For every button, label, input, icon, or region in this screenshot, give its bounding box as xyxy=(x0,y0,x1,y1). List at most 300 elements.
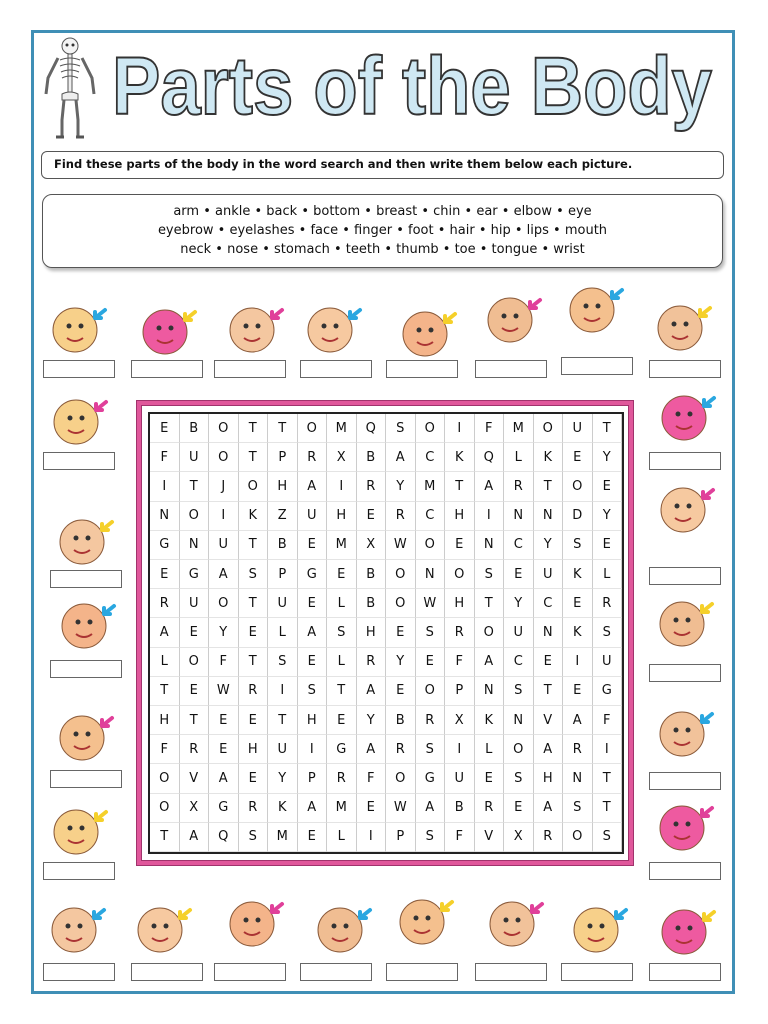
grid-cell[interactable]: Q xyxy=(357,414,387,443)
grid-cell[interactable]: K xyxy=(534,443,564,472)
answer-box[interactable] xyxy=(649,862,721,880)
grid-cell[interactable]: R xyxy=(180,735,210,764)
grid-cell[interactable]: A xyxy=(150,618,180,647)
grid-cell[interactable]: R xyxy=(475,794,505,823)
grid-cell[interactable]: A xyxy=(416,794,446,823)
grid-cell[interactable]: R xyxy=(357,648,387,677)
grid-cell[interactable]: S xyxy=(593,618,623,647)
grid-cell[interactable]: S xyxy=(416,823,446,852)
grid-cell[interactable]: H xyxy=(445,589,475,618)
answer-box[interactable] xyxy=(43,963,115,981)
grid-cell[interactable]: F xyxy=(357,764,387,793)
grid-cell[interactable]: T xyxy=(593,414,623,443)
grid-cell[interactable]: H xyxy=(327,502,357,531)
grid-cell[interactable]: N xyxy=(416,560,446,589)
grid-cell[interactable]: O xyxy=(150,764,180,793)
grid-cell[interactable]: T xyxy=(150,823,180,852)
grid-cell[interactable]: A xyxy=(475,472,505,501)
grid-cell[interactable]: E xyxy=(386,618,416,647)
face-picture-icon xyxy=(652,796,720,856)
grid-cell[interactable]: Y xyxy=(268,764,298,793)
grid-cell[interactable]: F xyxy=(593,706,623,735)
grid-cell[interactable]: C xyxy=(534,589,564,618)
grid-cell[interactable]: M xyxy=(416,472,446,501)
grid-cell[interactable]: F xyxy=(475,414,505,443)
grid-cell[interactable]: U xyxy=(534,560,564,589)
grid-cell[interactable]: E xyxy=(563,443,593,472)
answer-box[interactable] xyxy=(475,963,547,981)
foot-picture-icon xyxy=(652,702,720,762)
grid-cell[interactable]: O xyxy=(239,472,269,501)
grid-cell[interactable]: R xyxy=(386,735,416,764)
grid-cell[interactable]: O xyxy=(209,414,239,443)
grid-cell[interactable]: N xyxy=(534,502,564,531)
grid-cell[interactable]: T xyxy=(239,589,269,618)
grid-cell[interactable]: B xyxy=(357,589,387,618)
grid-cell[interactable]: H xyxy=(268,472,298,501)
grid-cell[interactable]: L xyxy=(327,823,357,852)
grid-cell[interactable]: E xyxy=(563,677,593,706)
grid-cell[interactable]: V xyxy=(475,823,505,852)
grid-cell[interactable]: B xyxy=(268,531,298,560)
grid-cell[interactable]: L xyxy=(327,648,357,677)
grid-cell[interactable]: N xyxy=(150,502,180,531)
grid-cell[interactable]: R xyxy=(593,589,623,618)
grid-cell[interactable]: K xyxy=(563,560,593,589)
grid-cell[interactable]: E xyxy=(298,823,328,852)
grid-cell[interactable]: X xyxy=(327,443,357,472)
grid-cell[interactable]: H xyxy=(357,618,387,647)
grid-cell[interactable]: O xyxy=(563,472,593,501)
grid-cell[interactable]: P xyxy=(268,560,298,589)
grid-cell[interactable]: I xyxy=(209,502,239,531)
grid-cell[interactable]: Y xyxy=(593,443,623,472)
grid-cell[interactable]: J xyxy=(209,472,239,501)
grid-cell[interactable]: E xyxy=(357,794,387,823)
grid-cell[interactable]: U xyxy=(563,414,593,443)
grid-cell[interactable]: Y xyxy=(209,618,239,647)
grid-cell[interactable]: P xyxy=(268,443,298,472)
grid-cell[interactable]: M xyxy=(327,414,357,443)
grid-cell[interactable]: A xyxy=(180,823,210,852)
grid-cell[interactable]: R xyxy=(327,764,357,793)
grid-cell[interactable]: O xyxy=(180,648,210,677)
grid-cell[interactable]: C xyxy=(416,502,446,531)
ankle-picture-icon xyxy=(52,510,120,570)
grid-cell[interactable]: E xyxy=(209,735,239,764)
grid-cell[interactable]: A xyxy=(298,794,328,823)
grid-cell[interactable]: N xyxy=(504,706,534,735)
grid-cell[interactable]: E xyxy=(239,618,269,647)
ear-picture-icon xyxy=(652,592,720,652)
grid-cell[interactable]: A xyxy=(563,706,593,735)
skeleton-icon xyxy=(42,36,98,142)
grid-cell[interactable]: T xyxy=(475,589,505,618)
grid-cell[interactable]: M xyxy=(268,823,298,852)
grid-cell[interactable]: O xyxy=(386,589,416,618)
eyelashes-picture-icon xyxy=(654,386,722,446)
grid-cell[interactable]: E xyxy=(593,472,623,501)
hair-picture-icon xyxy=(45,298,113,358)
answer-box[interactable] xyxy=(131,963,203,981)
grid-cell[interactable]: S xyxy=(268,648,298,677)
grid-cell[interactable]: E xyxy=(475,764,505,793)
grid-cell[interactable]: X xyxy=(180,794,210,823)
word-search-frame xyxy=(136,400,634,866)
answer-box[interactable] xyxy=(131,360,203,378)
grid-cell[interactable]: X xyxy=(357,531,387,560)
answer-box[interactable] xyxy=(43,360,115,378)
grid-cell[interactable]: S xyxy=(504,764,534,793)
page-title-text: Parts of the Body xyxy=(112,41,713,132)
grid-cell[interactable]: R xyxy=(445,618,475,647)
grid-cell[interactable]: E xyxy=(180,677,210,706)
grid-cell[interactable]: T xyxy=(327,677,357,706)
grid-cell[interactable]: S xyxy=(416,618,446,647)
answer-box[interactable] xyxy=(300,360,372,378)
grid-cell[interactable]: U xyxy=(268,735,298,764)
grid-cell[interactable]: W xyxy=(209,677,239,706)
answer-box[interactable] xyxy=(649,452,721,470)
grid-cell[interactable]: S xyxy=(563,531,593,560)
grid-cell[interactable]: O xyxy=(563,823,593,852)
answer-box[interactable] xyxy=(649,360,721,378)
grid-cell[interactable]: M xyxy=(327,531,357,560)
word-list-box xyxy=(42,194,723,268)
grid-cell[interactable]: R xyxy=(386,502,416,531)
grid-cell[interactable]: O xyxy=(504,735,534,764)
grid-cell[interactable]: A xyxy=(209,560,239,589)
toe-picture-icon xyxy=(130,898,198,958)
grid-cell[interactable]: R xyxy=(563,735,593,764)
bottom-picture-icon xyxy=(392,890,460,950)
grid-cell[interactable]: R xyxy=(298,443,328,472)
grid-cell[interactable]: I xyxy=(298,735,328,764)
eye-picture-icon xyxy=(654,900,722,960)
eyebrow-picture-icon xyxy=(300,298,368,358)
grid-cell[interactable]: O xyxy=(209,589,239,618)
grid-cell[interactable]: O xyxy=(416,677,446,706)
grid-cell[interactable]: M xyxy=(327,794,357,823)
grid-cell[interactable]: R xyxy=(504,472,534,501)
grid-cell[interactable]: E xyxy=(327,706,357,735)
grid-cell[interactable]: T xyxy=(268,414,298,443)
tongue-picture-icon xyxy=(46,390,114,450)
answer-box[interactable] xyxy=(386,360,458,378)
nose-picture-icon xyxy=(480,288,548,348)
grid-cell[interactable]: Q xyxy=(475,443,505,472)
grid-cell[interactable]: I xyxy=(445,735,475,764)
grid-cell[interactable]: L xyxy=(327,589,357,618)
answer-box[interactable] xyxy=(475,360,547,378)
grid-cell[interactable]: S xyxy=(416,735,446,764)
grid-cell[interactable]: N xyxy=(563,764,593,793)
grid-cell[interactable]: B xyxy=(445,794,475,823)
grid-cell[interactable]: I xyxy=(563,648,593,677)
grid-cell[interactable]: L xyxy=(475,735,505,764)
grid-cell[interactable]: G xyxy=(593,677,623,706)
teeth-picture-icon xyxy=(46,800,114,860)
grid-cell[interactable]: H xyxy=(239,735,269,764)
grid-cell[interactable]: S xyxy=(327,618,357,647)
grid-cell[interactable]: T xyxy=(180,472,210,501)
answer-box[interactable] xyxy=(649,963,721,981)
grid-cell[interactable]: S xyxy=(239,823,269,852)
grid-cell[interactable]: C xyxy=(416,443,446,472)
grid-cell[interactable]: T xyxy=(268,706,298,735)
grid-cell[interactable]: O xyxy=(386,764,416,793)
grid-cell[interactable]: G xyxy=(416,764,446,793)
grid-cell[interactable]: T xyxy=(239,648,269,677)
grid-cell[interactable]: R xyxy=(239,794,269,823)
grid-cell[interactable]: A xyxy=(357,735,387,764)
grid-cell[interactable]: A xyxy=(534,735,564,764)
grid-cell[interactable]: N xyxy=(475,531,505,560)
chin-picture-icon xyxy=(482,892,550,952)
grid-cell[interactable]: U xyxy=(268,589,298,618)
answer-box[interactable] xyxy=(300,963,372,981)
word-list-line-3: neck • nose • stomach • teeth • thumb • toe • tongue • wrist xyxy=(180,242,585,257)
thumb-picture-icon xyxy=(395,302,463,362)
grid-cell[interactable]: K xyxy=(239,502,269,531)
grid-cell[interactable]: K xyxy=(445,443,475,472)
grid-cell[interactable]: H xyxy=(150,706,180,735)
grid-cell[interactable]: A xyxy=(298,618,328,647)
wrist-picture-icon xyxy=(44,898,112,958)
grid-cell[interactable]: S xyxy=(475,560,505,589)
grid-cell[interactable]: F xyxy=(445,823,475,852)
grid-cell[interactable]: E xyxy=(327,560,357,589)
word-list-line-2: eyebrow • eyelashes • face • finger • foot • hair • hip • lips • mouth xyxy=(157,223,608,238)
instructions-box xyxy=(41,151,724,179)
answer-box[interactable] xyxy=(561,963,633,981)
grid-cell[interactable]: Y xyxy=(593,502,623,531)
grid-cell[interactable]: A xyxy=(534,794,564,823)
grid-cell[interactable]: L xyxy=(150,648,180,677)
grid-cell[interactable]: A xyxy=(209,764,239,793)
grid-cell[interactable]: I xyxy=(475,502,505,531)
answer-box[interactable] xyxy=(214,360,286,378)
instructions-text: Find these parts of the body in the word search and then write them below each picture. xyxy=(54,157,633,171)
grid-cell[interactable]: I xyxy=(593,735,623,764)
grid-cell[interactable]: A xyxy=(357,677,387,706)
grid-cell[interactable]: E xyxy=(386,677,416,706)
grid-cell[interactable]: H xyxy=(445,502,475,531)
grid-cell[interactable]: N xyxy=(475,677,505,706)
grid-cell[interactable]: O xyxy=(534,414,564,443)
answer-box[interactable] xyxy=(50,570,122,588)
grid-cell[interactable]: S xyxy=(298,677,328,706)
grid-cell[interactable]: E xyxy=(298,648,328,677)
grid-cell[interactable]: E xyxy=(298,589,328,618)
grid-cell[interactable]: O xyxy=(150,794,180,823)
grid-cell[interactable]: N xyxy=(180,531,210,560)
page-title xyxy=(106,34,718,154)
grid-cell[interactable]: E xyxy=(209,706,239,735)
grid-cell[interactable]: H xyxy=(534,764,564,793)
grid-cell[interactable]: S xyxy=(593,823,623,852)
grid-cell[interactable]: T xyxy=(180,706,210,735)
grid-cell[interactable]: V xyxy=(180,764,210,793)
grid-cell[interactable]: U xyxy=(593,648,623,677)
grid-cell[interactable]: O xyxy=(298,414,328,443)
grid-cell[interactable]: O xyxy=(416,531,446,560)
grid-cell[interactable]: E xyxy=(298,531,328,560)
grid-cell[interactable]: Q xyxy=(209,823,239,852)
answer-box[interactable] xyxy=(50,660,122,678)
grid-cell[interactable]: U xyxy=(298,502,328,531)
grid-cell[interactable]: S xyxy=(504,677,534,706)
grid-cell[interactable]: E xyxy=(357,502,387,531)
grid-cell[interactable]: A xyxy=(475,648,505,677)
grid-cell[interactable]: O xyxy=(416,414,446,443)
grid-cell[interactable]: L xyxy=(268,618,298,647)
grid-cell[interactable]: W xyxy=(386,794,416,823)
grid-cell[interactable]: A xyxy=(298,472,328,501)
grid-cell[interactable]: Z xyxy=(268,502,298,531)
back-picture-icon xyxy=(310,898,378,958)
answer-box[interactable] xyxy=(43,862,115,880)
grid-cell[interactable]: U xyxy=(445,764,475,793)
grid-cell[interactable]: F xyxy=(150,443,180,472)
grid-cell[interactable]: I xyxy=(268,677,298,706)
grid-cell[interactable]: O xyxy=(475,618,505,647)
grid-cell[interactable]: E xyxy=(445,531,475,560)
grid-cell[interactable]: E xyxy=(534,648,564,677)
answer-box[interactable] xyxy=(649,567,721,585)
answer-box[interactable] xyxy=(43,452,115,470)
answer-box[interactable] xyxy=(214,963,286,981)
grid-cell[interactable]: F xyxy=(150,735,180,764)
grid-cell[interactable]: N xyxy=(504,502,534,531)
neck-picture-icon xyxy=(54,594,122,654)
grid-cell[interactable]: T xyxy=(445,472,475,501)
grid-cell[interactable]: N xyxy=(534,618,564,647)
grid-cell[interactable]: C xyxy=(504,531,534,560)
grid-cell[interactable]: O xyxy=(386,560,416,589)
grid-cell[interactable]: G xyxy=(327,735,357,764)
grid-cell[interactable]: W xyxy=(386,531,416,560)
grid-cell[interactable]: U xyxy=(209,531,239,560)
word-search-grid xyxy=(148,412,624,854)
grid-cell[interactable]: B xyxy=(180,414,210,443)
grid-cell[interactable]: I xyxy=(327,472,357,501)
grid-cell[interactable]: G xyxy=(298,560,328,589)
grid-cell[interactable]: B xyxy=(357,560,387,589)
grid-cell[interactable]: K xyxy=(475,706,505,735)
grid-cell[interactable]: T xyxy=(239,531,269,560)
grid-cell[interactable]: B xyxy=(386,706,416,735)
grid-cell[interactable]: V xyxy=(534,706,564,735)
grid-cell[interactable]: P xyxy=(386,823,416,852)
stomach-picture-icon xyxy=(562,278,630,338)
grid-cell[interactable]: L xyxy=(593,560,623,589)
grid-cell[interactable]: T xyxy=(239,443,269,472)
grid-cell[interactable]: E xyxy=(504,794,534,823)
grid-cell[interactable]: O xyxy=(209,443,239,472)
grid-cell[interactable]: D xyxy=(563,502,593,531)
grid-cell[interactable]: T xyxy=(534,472,564,501)
grid-cell[interactable]: T xyxy=(593,764,623,793)
grid-cell[interactable]: G xyxy=(180,560,210,589)
grid-cell[interactable]: C xyxy=(504,648,534,677)
grid-cell[interactable]: Y xyxy=(534,531,564,560)
grid-cell[interactable]: O xyxy=(180,502,210,531)
grid-cell[interactable]: Y xyxy=(357,706,387,735)
grid-cell[interactable]: I xyxy=(357,823,387,852)
grid-cell[interactable]: F xyxy=(445,648,475,677)
answer-box[interactable] xyxy=(649,772,721,790)
grid-cell[interactable]: I xyxy=(445,414,475,443)
grid-cell[interactable]: R xyxy=(239,677,269,706)
grid-cell[interactable]: W xyxy=(416,589,446,618)
grid-cell[interactable]: M xyxy=(504,414,534,443)
grid-cell[interactable]: O xyxy=(445,560,475,589)
grid-cell[interactable]: S xyxy=(239,560,269,589)
grid-cell[interactable]: R xyxy=(534,823,564,852)
answer-box[interactable] xyxy=(561,357,633,375)
grid-cell[interactable]: T xyxy=(239,414,269,443)
grid-cell[interactable]: X xyxy=(504,823,534,852)
finger-picture-icon xyxy=(222,298,290,358)
grid-cell[interactable]: E xyxy=(150,560,180,589)
grid-cell[interactable]: I xyxy=(150,472,180,501)
grid-cell[interactable]: X xyxy=(445,706,475,735)
grid-cell[interactable]: E xyxy=(416,648,446,677)
grid-cell[interactable]: Y xyxy=(386,472,416,501)
hip-picture-icon xyxy=(653,478,721,538)
grid-cell[interactable]: K xyxy=(563,618,593,647)
grid-cell[interactable]: H xyxy=(298,706,328,735)
grid-cell[interactable]: P xyxy=(298,764,328,793)
grid-cell[interactable]: U xyxy=(180,443,210,472)
grid-cell[interactable]: G xyxy=(209,794,239,823)
grid-cell[interactable]: Y xyxy=(386,648,416,677)
grid-cell[interactable]: L xyxy=(504,443,534,472)
grid-cell[interactable]: E xyxy=(150,414,180,443)
grid-cell[interactable]: T xyxy=(593,794,623,823)
grid-cell[interactable]: P xyxy=(445,677,475,706)
grid-cell[interactable]: E xyxy=(504,560,534,589)
grid-cell[interactable]: T xyxy=(534,677,564,706)
grid-cell[interactable]: K xyxy=(268,794,298,823)
elbow-picture-icon xyxy=(650,296,718,356)
grid-cell[interactable]: B xyxy=(357,443,387,472)
grid-cell[interactable]: R xyxy=(357,472,387,501)
word-list-line-1: arm • ankle • back • bottom • breast • chin • ear • elbow • eye xyxy=(173,204,592,219)
grid-cell[interactable]: R xyxy=(416,706,446,735)
grid-cell[interactable]: U xyxy=(504,618,534,647)
grid-cell[interactable]: F xyxy=(209,648,239,677)
grid-cell[interactable]: E xyxy=(180,618,210,647)
grid-cell[interactable]: T xyxy=(150,677,180,706)
grid-cell[interactable]: S xyxy=(563,794,593,823)
answer-box[interactable] xyxy=(386,963,458,981)
grid-cell[interactable]: E xyxy=(239,764,269,793)
grid-cell[interactable]: E xyxy=(563,589,593,618)
grid-cell[interactable]: R xyxy=(150,589,180,618)
grid-cell[interactable]: E xyxy=(239,706,269,735)
answer-box[interactable] xyxy=(50,770,122,788)
grid-cell[interactable]: E xyxy=(593,531,623,560)
grid-cell[interactable]: U xyxy=(180,589,210,618)
grid-cell[interactable]: S xyxy=(386,414,416,443)
grid-cell[interactable]: Y xyxy=(504,589,534,618)
grid-cell[interactable]: A xyxy=(386,443,416,472)
arm-picture-icon xyxy=(222,892,290,952)
grid-cell[interactable]: G xyxy=(150,531,180,560)
answer-box[interactable] xyxy=(649,664,721,682)
